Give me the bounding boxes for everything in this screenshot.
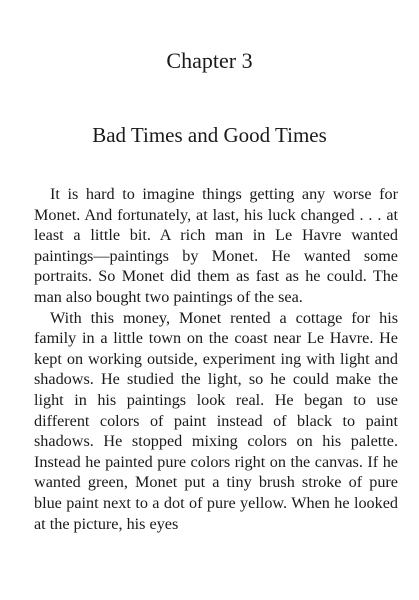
chapter-title: Bad Times and Good Times [92,123,327,147]
paragraph: With this money, Monet rented a cottage for his family in a little town on the coast near Le Havre. He kept on working outside, experiment ing with light and shadows. He studied the light, so he could make the light in his paintings look real. He began to use different colors of paint instead of black to paint shadows. He stopped mixing colors on his palette. Instead he painted pure colors right on the canvas. If he wanted green, Monet put a tiny brush stroke of pure blue paint next to a dot of pure yellow. When he looked at the picture, his eyes [34,308,398,533]
chapter-number: Chapter 3 [166,48,253,73]
chapter-body [34,184,398,534]
paragraph: It is hard to imagine things getting any worse for Monet. And fortunately, at last, his luck changed . . . at least a little bit. A rich man in Le Havre wanted paintings—paintings by Monet. He wanted some portraits. So Monet did them as fast as he could. The man also bought two paintings of the sea. [34,185,398,306]
